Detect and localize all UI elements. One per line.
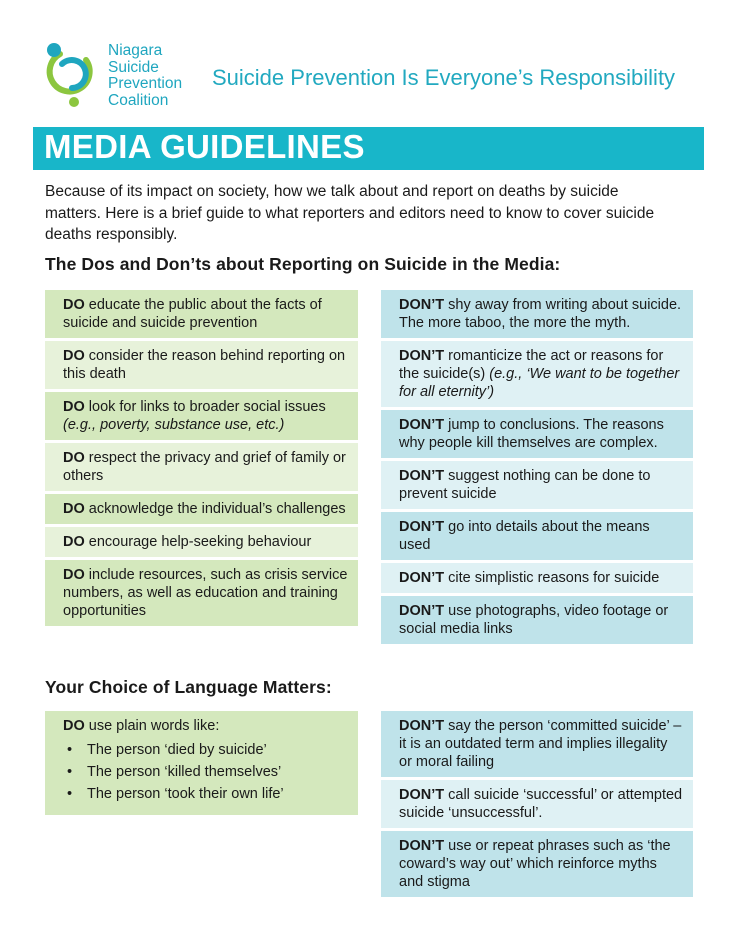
do-item — [45, 494, 358, 524]
intro-paragraph: Because of its impact on society, how we talk about and report on deaths by suicide matters. Here is a brief guide to what reporters and editors need to know to cover suicide deaths responsibly. — [45, 183, 655, 243]
list-item: • The person ‘killed themselves’ — [63, 761, 348, 783]
dont-item — [381, 831, 693, 897]
dont-item — [381, 341, 693, 407]
dont-item — [381, 461, 693, 509]
dont-keyword: DON’T — [399, 838, 445, 854]
section-heading-dos-donts: The Dos and Don’ts about Reporting on Suicide in the Media: — [45, 254, 561, 274]
dont-text: go into details about the means used — [399, 519, 650, 553]
dont-keyword: DON’T — [399, 417, 445, 433]
dont-item — [381, 563, 693, 593]
do-text: use plain words like: — [84, 718, 220, 734]
do-text: look for links to broader social issues — [84, 399, 326, 415]
do-keyword: DO — [63, 501, 85, 517]
do-keyword: DO — [63, 450, 85, 466]
do-item — [45, 341, 358, 389]
niagara-logo-icon — [44, 40, 106, 110]
org-name: Niagara Suicide Prevention Coalition — [108, 42, 183, 109]
dont-text: cite simplistic reasons for suicide — [444, 570, 660, 586]
dont-text: say the person ‘committed suicide’ – it is an outdated term and implies illegality or moral failing — [399, 718, 682, 770]
do-text: educate the public about the facts of suicide and suicide prevention — [63, 297, 322, 331]
do-keyword: DO — [63, 348, 85, 364]
do-text: consider the reason behind reporting on this death — [63, 348, 346, 382]
dont-keyword: DON’T — [399, 297, 445, 313]
dont-item — [381, 410, 693, 458]
dont-item — [381, 290, 693, 338]
list-item: • The person ‘died by suicide’ — [63, 739, 348, 761]
language-dont-list — [381, 711, 693, 900]
plain-words-list — [63, 739, 348, 805]
do-keyword: DO — [63, 534, 85, 550]
dont-item — [381, 780, 693, 828]
do-text: encourage help-seeking behaviour — [84, 534, 312, 550]
dont-text: romanticize the act or reasons for the suicide(s) — [399, 348, 664, 382]
dont-text: use photographs, video footage or social media links — [399, 603, 669, 637]
page-title: MEDIA GUIDELINES — [44, 128, 365, 165]
dont-list — [381, 290, 693, 647]
title-banner — [33, 127, 704, 170]
dont-text: use or repeat phrases such as ‘the coward’s way out’ which reinforce myths and stigma — [399, 838, 671, 890]
dont-item — [381, 512, 693, 560]
language-do-box — [45, 711, 358, 818]
dont-text: jump to conclusions. The reasons why people kill themselves are complex. — [399, 417, 664, 451]
do-text: respect the privacy and grief of family or others — [63, 450, 346, 484]
do-text: include resources, such as crisis service numbers, as well as education and training opportunities — [63, 567, 348, 619]
dont-keyword: DON’T — [399, 519, 445, 535]
do-item — [45, 560, 358, 626]
dont-keyword: DON’T — [399, 348, 445, 364]
dont-keyword: DON’T — [399, 603, 445, 619]
do-keyword: DO — [63, 399, 85, 415]
tagline: Suicide Prevention Is Everyone’s Responsibility — [212, 65, 676, 90]
do-item — [45, 290, 358, 338]
do-item — [45, 443, 358, 491]
do-list — [45, 290, 358, 629]
do-keyword: DO — [63, 297, 85, 313]
do-keyword: DO — [63, 567, 85, 583]
dont-item — [381, 596, 693, 644]
dont-keyword: DON’T — [399, 468, 445, 484]
dont-keyword: DON’T — [399, 718, 445, 734]
dont-text: suggest nothing can be done to prevent suicide — [399, 468, 651, 502]
do-text: acknowledge the individual’s challenges — [84, 501, 346, 517]
do-item — [45, 392, 358, 440]
list-item: • The person ‘took their own life’ — [63, 783, 348, 805]
dont-item — [381, 711, 693, 777]
dont-keyword: DON’T — [399, 787, 445, 803]
do-example: (e.g., poverty, substance use, etc.) — [63, 417, 285, 433]
dont-text: call suicide ‘successful’ or attempted suicide ‘unsuccessful’. — [399, 787, 683, 821]
dont-text: shy away from writing about suicide. The more taboo, the more the myth. — [399, 297, 682, 331]
do-item — [45, 711, 358, 815]
do-keyword: DO — [63, 718, 85, 734]
do-item — [45, 527, 358, 557]
section-heading-language: Your Choice of Language Matters: — [45, 677, 332, 697]
dont-keyword: DON’T — [399, 570, 445, 586]
dont-example: (e.g., ‘We want to be together for all eternity’) — [399, 366, 680, 400]
